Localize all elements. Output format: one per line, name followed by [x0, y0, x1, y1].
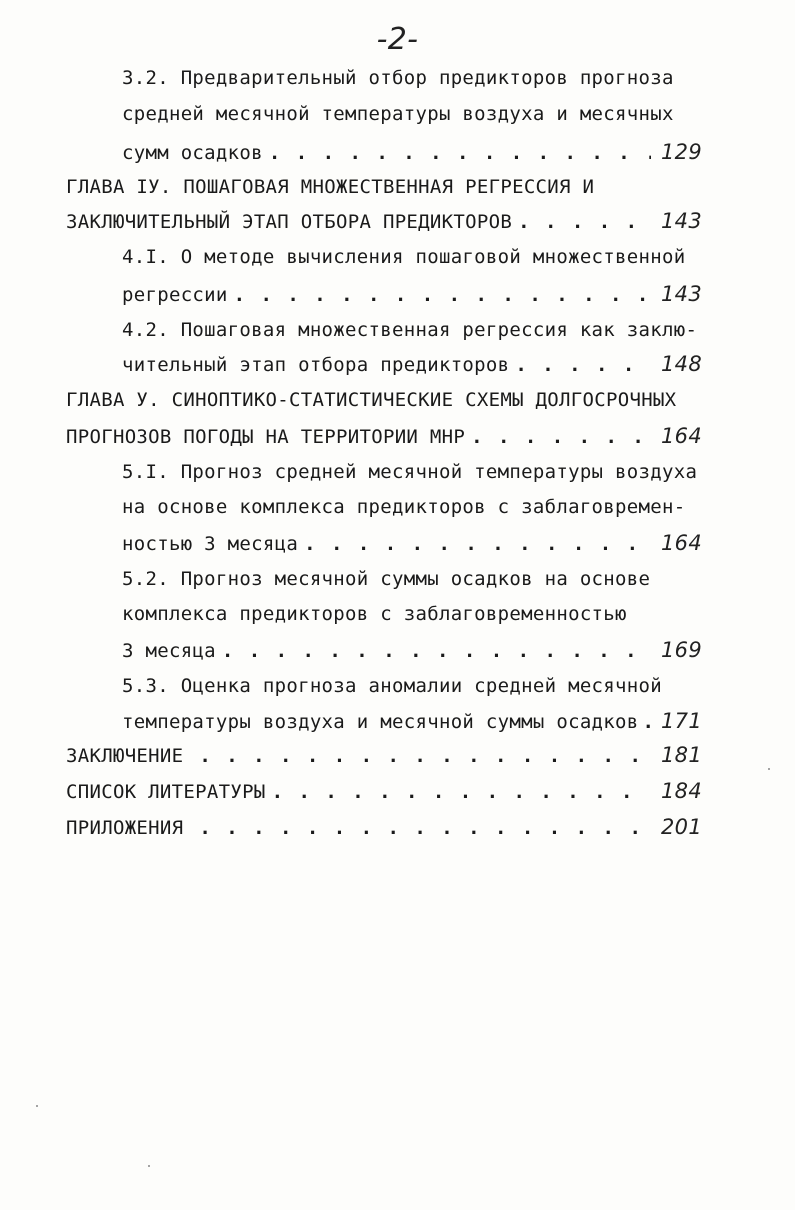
- dot-leader: [199, 816, 651, 840]
- scan-speck: [148, 1165, 150, 1167]
- toc-entry-5-1[interactable]: [122, 531, 702, 555]
- toc-references-title: СПИСОК ЛИТЕРАТУРЫ: [66, 781, 266, 803]
- toc-entry-references[interactable]: [66, 779, 702, 803]
- toc-appendix-page: 201: [661, 815, 702, 839]
- scan-speck: [768, 768, 770, 770]
- dot-leader: [199, 744, 651, 768]
- toc-entry-chapter-4[interactable]: [66, 209, 702, 233]
- toc-3-2-line3: сумм осадков: [122, 142, 263, 164]
- toc-conclusion-title: ЗАКЛЮЧЕНИЕ: [66, 745, 184, 767]
- dot-leader: [518, 210, 651, 234]
- toc-4-1-line2: регрессии: [122, 284, 228, 306]
- toc-entry-appendix[interactable]: [66, 815, 702, 839]
- dot-leader: [471, 425, 651, 449]
- toc-5-2-line1: 5.2. Прогноз месячной суммы осадков на основе: [122, 568, 651, 590]
- toc-chapter-5-page: 164: [661, 424, 702, 448]
- toc-5-2-page: 169: [661, 638, 702, 662]
- toc-4-1-line1: 4.I. О методе вычисления пошаговой множественной: [122, 246, 686, 268]
- toc-4-2-line1: 4.2. Пошаговая множественная регрессия как заклю-: [122, 319, 698, 341]
- toc-entry-conclusion[interactable]: [66, 743, 702, 767]
- toc-5-2-line3: 3 месяца: [122, 640, 216, 662]
- dot-leader: [272, 780, 651, 804]
- dot-leader: [515, 353, 651, 377]
- toc-5-1-page: 164: [661, 531, 702, 555]
- dot-leader: [234, 283, 651, 307]
- toc-chapter-5-line2: ПРОГНОЗОВ ПОГОДЫ НА ТЕРРИТОРИИ МНР: [66, 426, 466, 448]
- toc-entry-5-3[interactable]: [122, 709, 702, 733]
- toc-entry-chapter-5[interactable]: [66, 424, 702, 448]
- toc-chapter-4-line2: ЗАКЛЮЧИТЕЛЬНЫЙ ЭТАП ОТБОРА ПРЕДИКТОРОВ: [66, 211, 513, 233]
- toc-5-1-line3: ностью 3 месяца: [122, 533, 299, 555]
- dot-leader: [269, 141, 651, 165]
- toc-references-page: 184: [661, 779, 702, 803]
- toc-5-3-line2: температуры воздуха и месячной суммы осадков: [122, 711, 639, 733]
- toc-entry-4-1[interactable]: [122, 282, 702, 306]
- dot-leader: [304, 532, 651, 556]
- toc-5-1-line2: на основе комплекса предикторов с заблаговремен-: [122, 496, 686, 518]
- toc-3-2-line1: 3.2. Предварительный отбор предикторов прогноза: [122, 67, 674, 89]
- toc-5-2-line2: комплекса предикторов с заблаговременностью: [122, 603, 627, 625]
- toc-5-3-line1: 5.3. Оценка прогноза аномалии средней месячной: [122, 675, 662, 697]
- dot-leader: [643, 710, 656, 734]
- toc-3-2-line2: средней месячной температуры воздуха и месячных: [122, 103, 674, 125]
- page-number: -2-: [376, 22, 419, 57]
- toc-5-3-page: 171: [661, 709, 702, 733]
- dot-leader: [222, 639, 651, 663]
- toc-chapter-4-page: 143: [661, 209, 702, 233]
- toc-entry-3-2[interactable]: [122, 140, 702, 164]
- toc-4-2-line2: чительный этап отбора предикторов: [122, 354, 510, 376]
- toc-5-1-line1: 5.I. Прогноз средней месячной температуры воздуха: [122, 461, 698, 483]
- toc-chapter-5-line1: ГЛАВА У. СИНОПТИКО-СТАТИСТИЧЕСКИЕ СХЕМЫ ДОЛГОСРОЧНЫХ: [66, 389, 677, 411]
- toc-entry-4-2[interactable]: [122, 352, 702, 376]
- scan-speck: [36, 1105, 38, 1107]
- toc-4-2-page: 148: [661, 352, 702, 376]
- toc-4-1-page: 143: [661, 282, 702, 306]
- toc-3-2-page: 129: [661, 140, 702, 164]
- toc-conclusion-page: 181: [661, 743, 702, 767]
- toc-chapter-4-line1: ГЛАВА IУ. ПОШАГОВАЯ МНОЖЕСТВЕННАЯ РЕГРЕССИЯ И: [66, 176, 595, 198]
- toc-appendix-title: ПРИЛОЖЕНИЯ: [66, 817, 184, 839]
- toc-entry-5-2[interactable]: [122, 638, 702, 662]
